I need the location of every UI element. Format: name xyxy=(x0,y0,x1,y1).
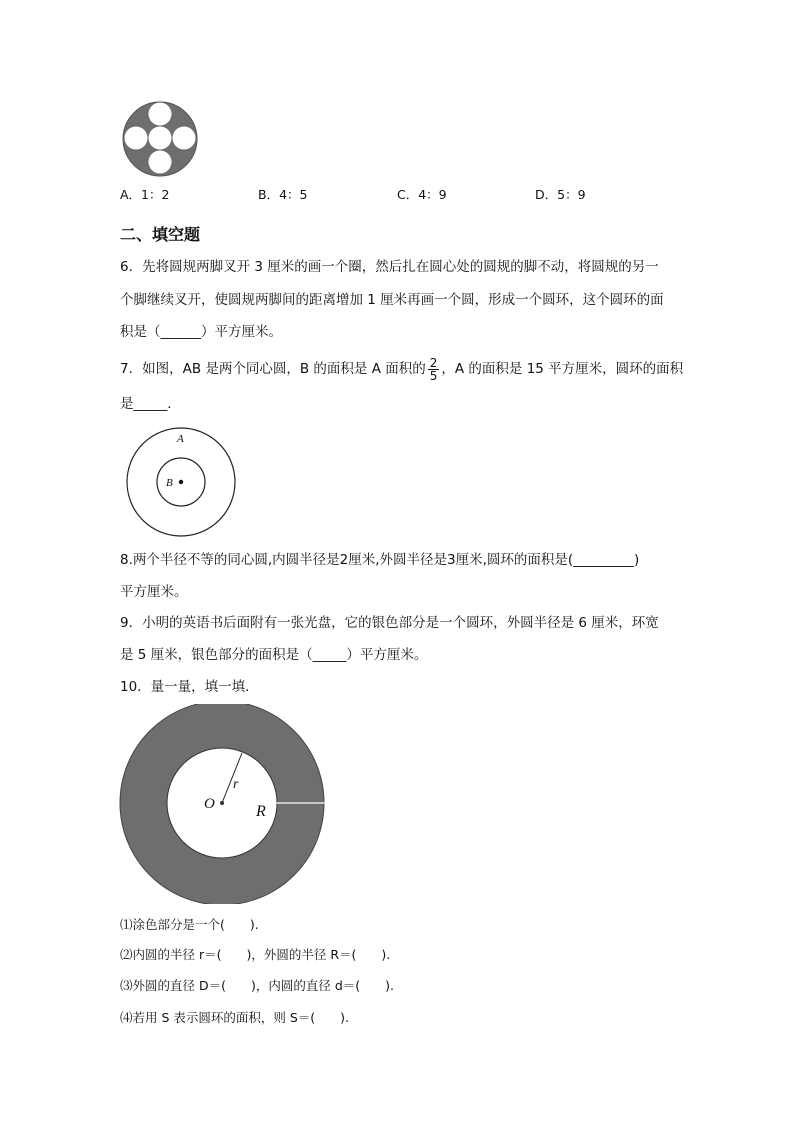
q7-line1 xyxy=(120,355,683,383)
label-R-big: R xyxy=(256,803,266,820)
q7-text-post: ，A 的面积是 15 平方厘米，圆环的面积 xyxy=(441,361,684,377)
q10-sub2: ⑵内圆的半径 r＝( )，外圆的半径 R＝( ). xyxy=(120,947,391,962)
q8-line2: 平方厘米。 xyxy=(120,584,188,600)
q6-line3: 积是（______）平方厘米。 xyxy=(120,324,282,340)
label-b: B xyxy=(166,477,173,489)
q7-text-pre: 7．如图，AB 是两个同心圆，B 的面积是 A 面积的 xyxy=(120,361,426,377)
q10-sub4: ⑷若用 S 表示圆环的面积，则 S＝( ). xyxy=(120,1010,350,1025)
small-circle-right xyxy=(173,127,196,150)
q7-frac-den: 5 xyxy=(429,368,438,383)
small-circle-top xyxy=(149,103,172,126)
q9-line2: 是 5 厘米，银色部分的面积是（_____）平方厘米。 xyxy=(120,647,428,663)
q6-line2: 个脚继续叉开，使圆规两脚间的距离增加 1 厘米再画一个圆，形成一个圆环，这个圆环的面 xyxy=(120,292,664,308)
center-dot xyxy=(179,480,183,484)
small-circle-center xyxy=(149,127,172,150)
section-title: 二、填空题 xyxy=(120,225,201,244)
option-c: C．4：9 xyxy=(397,187,447,202)
five-circles-figure xyxy=(120,100,200,178)
small-circle-left xyxy=(125,127,148,150)
q8-line1: 8.两个半径不等的同心圆,内圆半径是2厘米,外圆半径是3厘米,圆环的面积是(_________) xyxy=(120,552,640,568)
q6-line1: 6．先将圆规两脚叉开 3 厘米的画一个圈，然后扎在圆心处的圆规的脚不动，将圆规的另一 xyxy=(120,259,659,275)
small-circle-bottom xyxy=(149,151,172,174)
q7-frac-num: 2 xyxy=(429,355,438,370)
q10-sub1: ⑴涂色部分是一个( ). xyxy=(120,917,259,932)
label-o: O xyxy=(204,796,215,812)
option-a: A．1：2 xyxy=(120,187,170,202)
q10-title: 10．量一量，填一填． xyxy=(120,679,259,695)
q10-sub3: ⑶外圆的直径 D＝( )，内圆的直径 d＝( ). xyxy=(120,978,394,993)
label-a: A xyxy=(177,433,184,445)
q7-line2: 是_____. xyxy=(120,396,172,412)
center-o-dot xyxy=(220,801,224,805)
q9-line1: 9．小明的英语书后面附有一张光盘，它的银色部分是一个圆环，外圆半径是 6 厘米，环宽 xyxy=(120,615,659,631)
annulus-figure xyxy=(118,704,338,904)
option-d: D．5：9 xyxy=(535,187,586,202)
label-r-small: r xyxy=(233,777,239,792)
q7-fraction xyxy=(428,357,440,382)
option-b: B．4：5 xyxy=(258,187,308,202)
concentric-circles-figure xyxy=(122,425,242,540)
